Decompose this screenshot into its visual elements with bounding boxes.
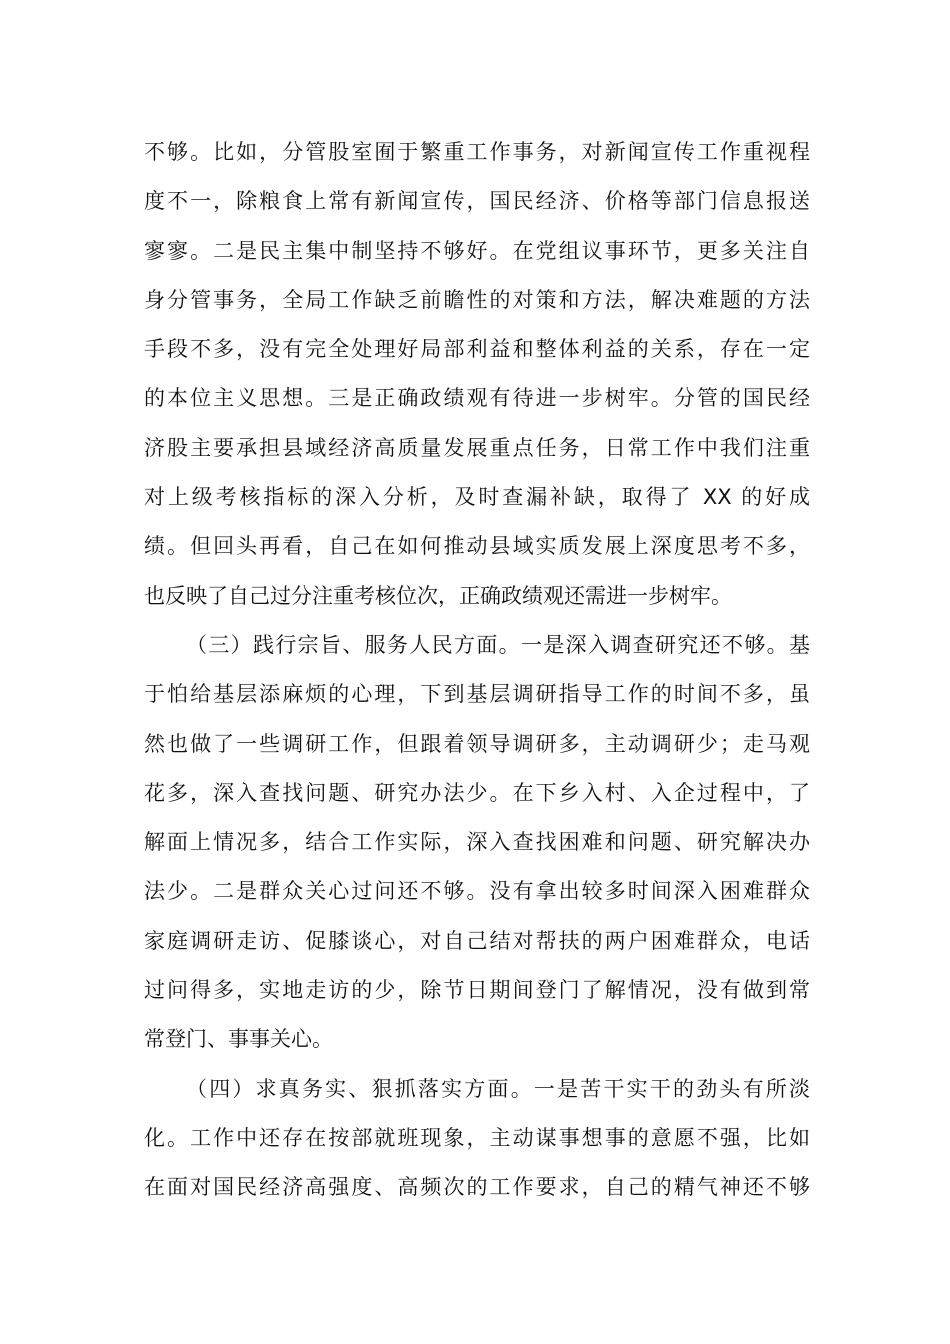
text-line: 也反映了自己过分注重考核位次，正确政绩观还需进一步树牢。	[144, 583, 732, 608]
text-line: 的本位主义思想。三是正确政绩观有待进一步树牢。分管的国民经	[144, 386, 810, 411]
text-line: 家庭调研走访、促膝谈心，对自己结对帮扶的两户困难群众，电话	[144, 928, 810, 953]
text-line: 过问得多，实地走访的少，除节日期间登门了解情况，没有做到常	[144, 978, 810, 1003]
text-line: 常登门、事事关心。	[144, 1027, 333, 1052]
text-line: 解面上情况多，结合工作实际，深入查找困难和问题、研究解决办	[144, 830, 810, 855]
text-line: 寥寥。二是民主集中制坚持不够好。在党组议事环节，更多关注自	[144, 238, 810, 263]
text-line: 在面对国民经济高强度、高频次的工作要求，自己的精气神还不够	[144, 1175, 810, 1200]
text-line: 法少。二是群众关心过问还不够。没有拿出较多时间深入困难群众	[144, 879, 810, 904]
text-line: 花多，深入查找问题、研究办法少。在下乡入村、入企过程中，了	[144, 780, 810, 805]
body-text	[144, 128, 810, 1213]
text-line: 度不一，除粮食上常有新闻宣传，国民经济、价格等部门信息报送	[144, 189, 810, 214]
text-line: 化。工作中还存在按部就班现象，主动谋事想事的意愿不强，比如	[144, 1125, 810, 1150]
text-line: 手段不多，没有完全处理好局部利益和整体利益的关系，存在一定	[144, 337, 810, 362]
text-line: 对上级考核指标的深入分析，及时查漏补缺，取得了 XX 的好成	[144, 485, 810, 510]
section-heading-line: （四）求真务实、狠抓落实方面。一是苦干实干的劲头有所淡	[186, 1076, 810, 1101]
text-line: 绩。但回头再看，自己在如何推动县域实质发展上深度思考不多，	[144, 534, 810, 559]
text-line: 济股主要承担县域经济高质量发展重点任务，日常工作中我们注重	[144, 435, 810, 460]
text-line: 身分管事务，全局工作缺乏前瞻性的对策和方法，解决难题的方法	[144, 287, 810, 312]
text-line: 于怕给基层添麻烦的心理，下到基层调研指导工作的时间不多，虽	[144, 682, 810, 707]
section-heading-line: （三）践行宗旨、服务人民方面。一是深入调查研究还不够。基	[186, 632, 810, 657]
text-line: 然也做了一些调研工作，但跟着领导调研多，主动调研少；走马观	[144, 731, 810, 756]
text-line: 不够。比如，分管股室囿于繁重工作事务，对新闻宣传工作重视程	[144, 140, 810, 164]
